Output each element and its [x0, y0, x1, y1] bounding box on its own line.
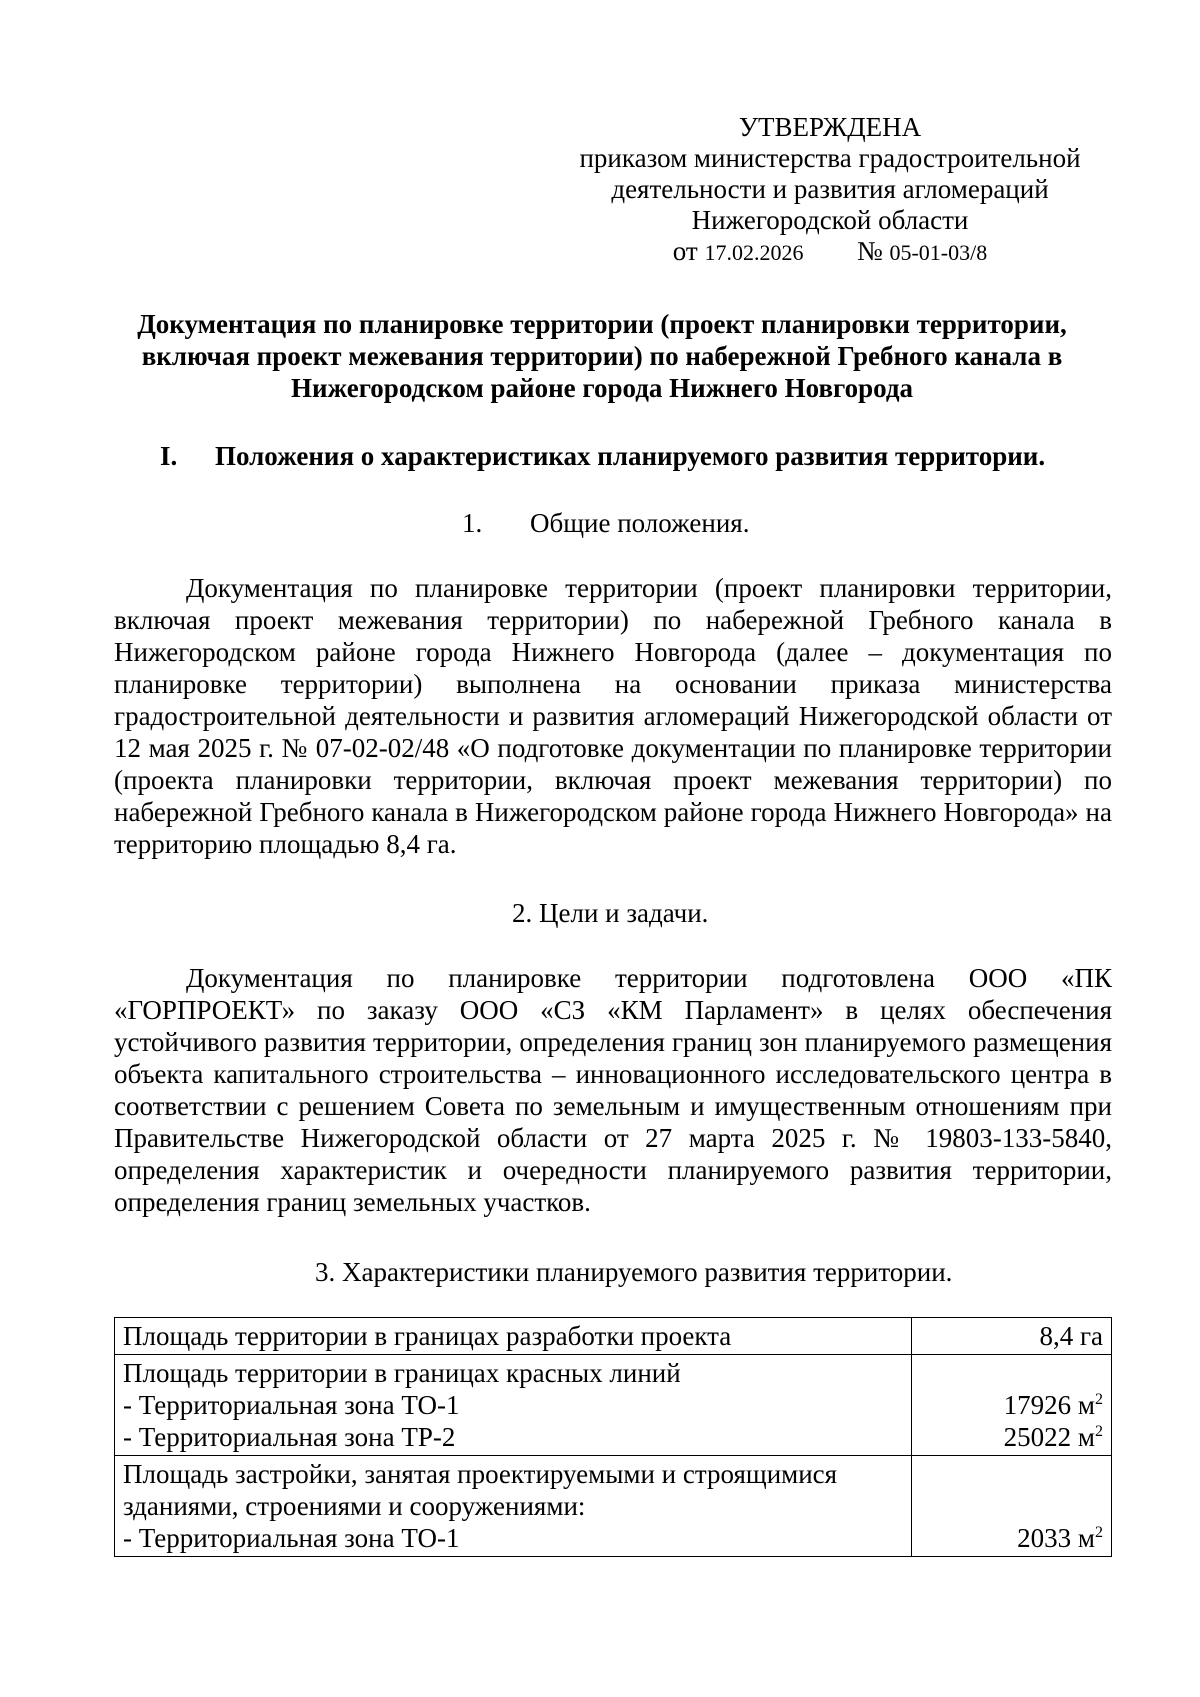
- title-line: включая проект межевания территории) по набережной Гребного канала в: [141, 341, 1063, 371]
- table-row: [115, 1355, 1112, 1456]
- table-row: [115, 1318, 1112, 1355]
- paragraph-general: Документация по планировке территории (проект планировки территории, включая проект межевания территории) по набережной Гребного канала в Нижегородском районе города Нижнего Новгорода (далее – документация по планировке территории) выполнена на основании приказа министерства градостроительной деятельности и развития агломераций Нижегородской области от 12 мая 2025 г. № 07-02-02/48 «О подготовке документации по планировке территории (проекта планировки территории, включая проект межевания территории) по набережной Гребного канала в Нижегородском районе города Нижнего Новгорода» на территорию площадью 8,4 га.: [114, 573, 1112, 859]
- approval-line: приказом министерства градостроительной: [579, 143, 1081, 173]
- number-prefix: №: [856, 236, 883, 266]
- approval-heading: УТВЕРЖДЕНА: [738, 112, 922, 142]
- date-prefix: от: [672, 236, 698, 266]
- characteristics-table: [114, 1317, 1112, 1557]
- row-label: Площадь застройки, занятая проектируемыми и строящимися: [123, 1459, 838, 1489]
- subsection-number: 1.: [462, 508, 483, 538]
- paragraph-goals: Документация по планировке территории подготовлена ООО «ПК «ГОРПРОЕКТ» по заказу ООО «СЗ «КМ Парламент» в целях обеспечения устойчивого развития территории, определения границ зон планируемого размещения объекта капитального строительства – инновационного исследовательского центра в соответствии с решением Совета по земельным и имущественным отношениям при Правительстве Нижегородской области от 27 марта 2025 г. № 19803-133-5840, определения характеристик и очередности планируемого развития территории, определения границ земельных участков.: [114, 963, 1112, 1217]
- section-number: I.: [160, 441, 178, 471]
- row-sub-label: - Территориальная зона ТР-2: [123, 1422, 456, 1452]
- table-cell-value: [912, 1355, 1112, 1456]
- row-sub-label: - Территориальная зона ТО-1: [123, 1390, 460, 1420]
- table-row: [115, 1456, 1112, 1557]
- subsection-heading-3: 3. Характеристики планируемого развития территории.: [315, 1257, 953, 1287]
- title-line: Документация по планировке территории (проект планировки территории,: [137, 309, 1067, 339]
- table-cell-value: [912, 1456, 1112, 1557]
- table-cell-value: 8,4 га: [912, 1318, 1112, 1355]
- subsection-heading-2: 2. Цели и задачи.: [512, 898, 709, 928]
- approval-date-line: [560, 236, 1100, 268]
- approval-line: Нижегородской области: [691, 205, 969, 235]
- approval-line: деятельности и развития агломераций: [611, 174, 1049, 204]
- title-line: Нижегородском районе города Нижнего Новгорода: [290, 373, 914, 403]
- section-heading: [160, 440, 1120, 472]
- row-label: зданиями, строениями и сооружениями:: [123, 1491, 586, 1521]
- subsection-heading-1: [462, 507, 1200, 539]
- table-cell-label: [115, 1355, 912, 1456]
- row-label: Площадь территории в границах красных линий: [123, 1358, 681, 1388]
- approval-date: 17.02.2026: [704, 240, 804, 265]
- section-title: Положения о характеристиках планируемого развития территории.: [215, 441, 1046, 471]
- row-value: 25022 $м^2$: [1003, 1422, 1103, 1452]
- approval-stamp: [560, 112, 1100, 268]
- subsection-title: Общие положения.: [530, 508, 750, 538]
- table-cell-label: [115, 1456, 912, 1557]
- row-value: 17926 $м^2$: [1003, 1390, 1103, 1420]
- row-sub-label: - Территориальная зона ТО-1: [123, 1523, 460, 1553]
- table-cell-label: Площадь территории в границах разработки проекта: [115, 1318, 912, 1355]
- document-title: [112, 308, 1092, 404]
- approval-number: 05-01-03/8: [889, 240, 988, 265]
- row-value: 2033 $м^2$: [1017, 1523, 1103, 1553]
